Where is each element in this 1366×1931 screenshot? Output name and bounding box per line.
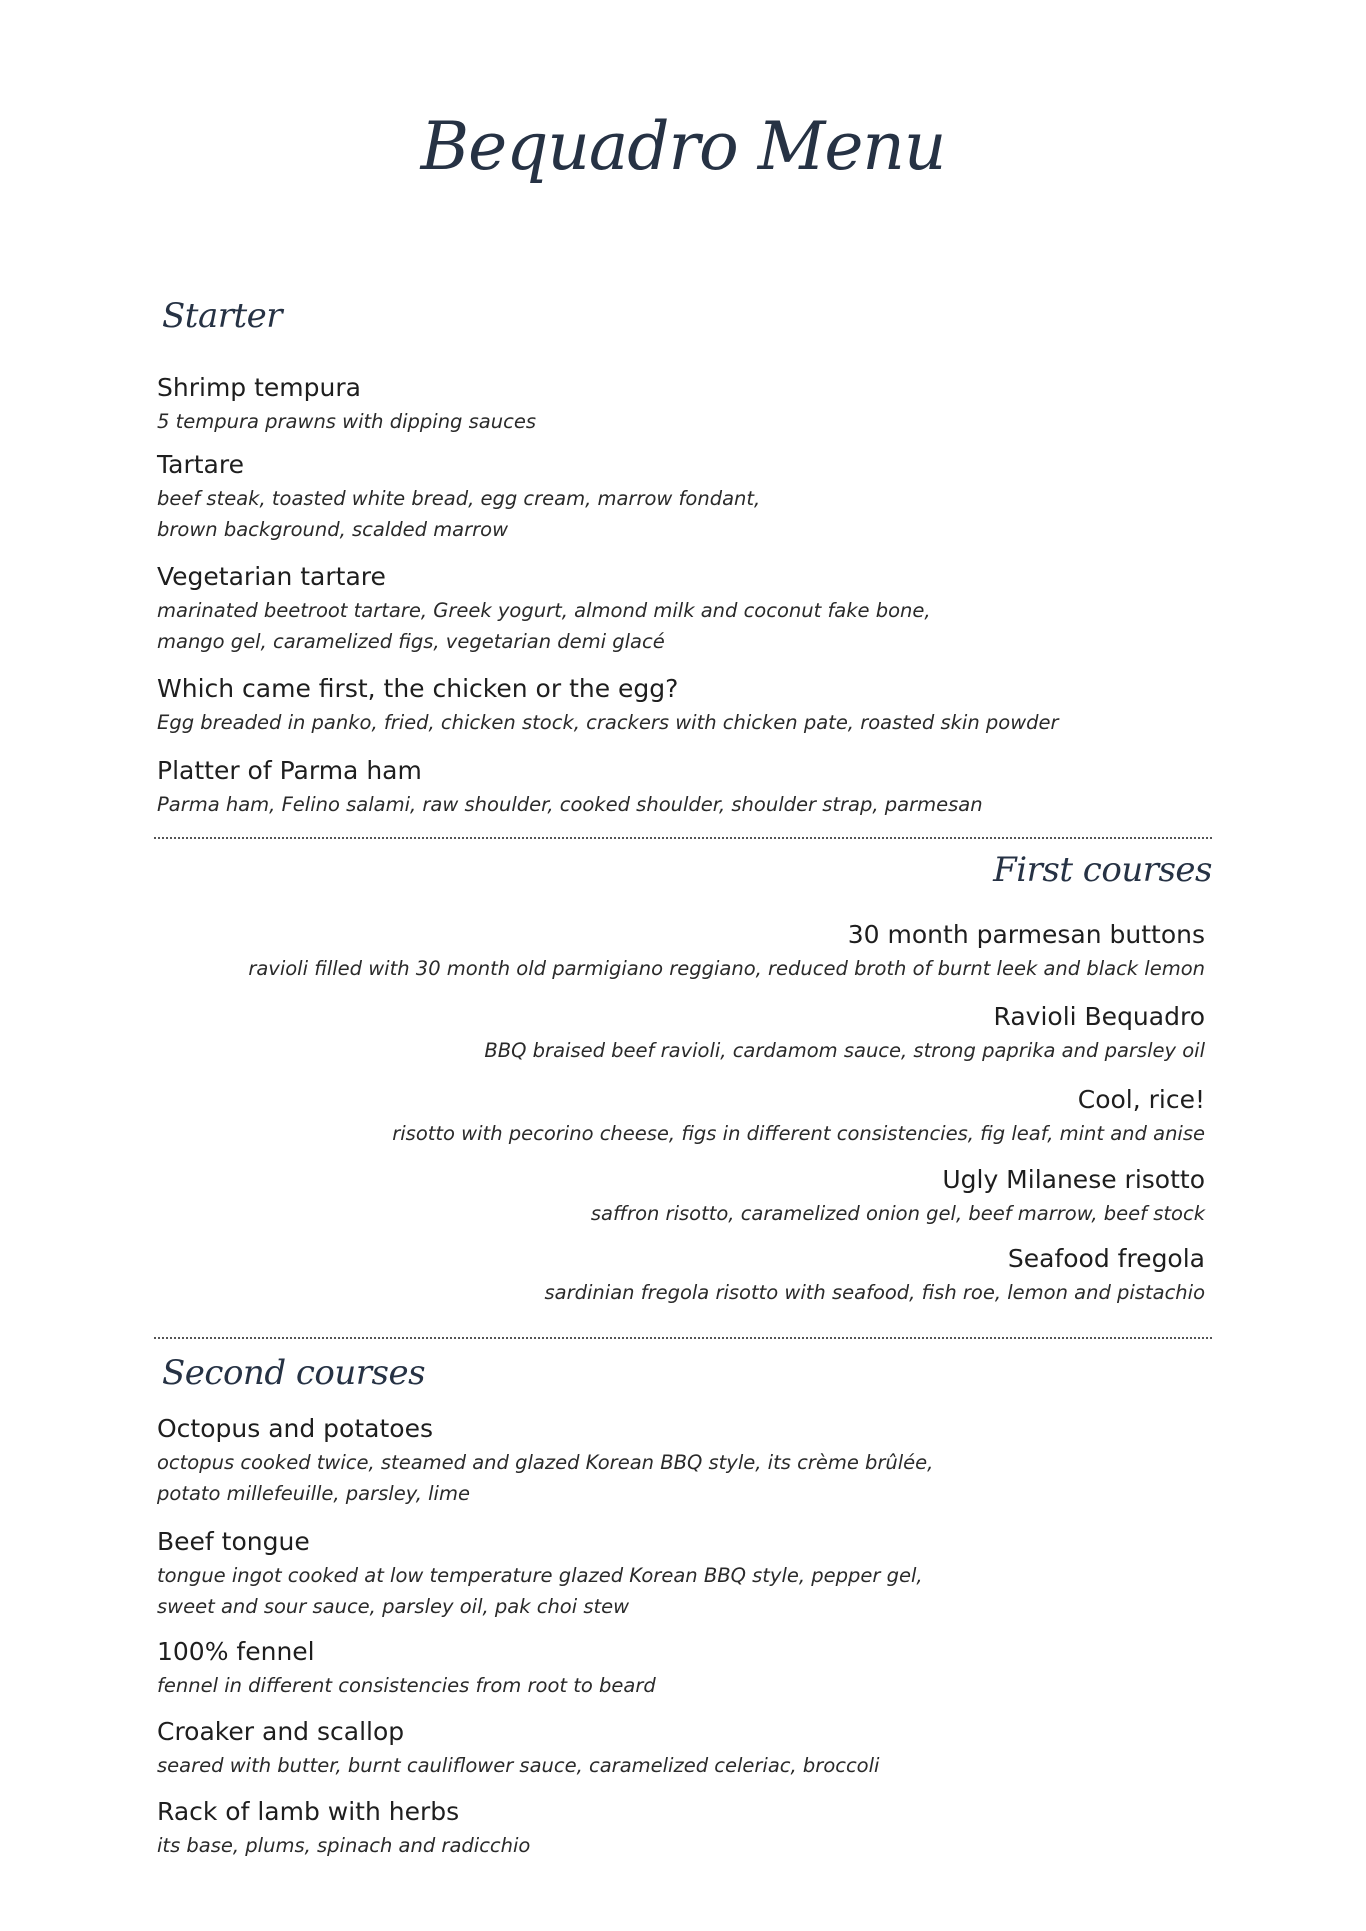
menu-item — [154, 1241, 1205, 1308]
menu-item-description: marinated beetroot tartare, Greek yogurt, almond milk and coconut fake bone, mango gel, caramelized figs, vegetarian demi glacé — [157, 599, 931, 653]
menu-item — [157, 559, 1215, 657]
menu-item-name: Cool, rice! — [1077, 1085, 1205, 1114]
menu-item — [157, 447, 1215, 545]
menu-item-description: tongue ingot cooked at low temperature glazed Korean BBQ style, pepper gel, sweet and sour sauce, parsley oil, pak choi stew — [157, 1564, 923, 1618]
menu-item-name: 100% fennel — [157, 1637, 315, 1666]
menu-item-description: seared with butter, burnt cauliflower sauce, caramelized celeriac, broccoli — [157, 1754, 880, 1777]
menu-item-description: octopus cooked twice, steamed and glazed Korean BBQ style, its crème brûlée, potato millefeuille, parsley, lime — [157, 1451, 934, 1505]
menu-item — [154, 999, 1205, 1066]
menu-item-description: sardinian fregola risotto with seafood, fish roe, lemon and pistachio — [544, 1281, 1205, 1304]
menu-item-name: Croaker and scallop — [157, 1717, 405, 1746]
menu-item — [157, 1634, 1215, 1701]
menu-item-name: Vegetarian tartare — [157, 562, 386, 591]
section-heading-second-courses: Second courses — [162, 1353, 426, 1393]
menu-item-name: Ravioli Bequadro — [993, 1002, 1205, 1031]
menu-item-name: Which came first, the chicken or the egg? — [157, 674, 679, 703]
menu-item — [154, 917, 1205, 984]
menu-title: Bequadro Menu — [420, 108, 946, 185]
menu-item — [157, 1411, 1215, 1509]
section-heading-starter: Starter — [162, 296, 283, 336]
menu-item — [154, 1162, 1205, 1229]
menu-item-name: Ugly Milanese risotto — [942, 1165, 1205, 1194]
menu-item-description: fennel in different consistencies from root to beard — [157, 1674, 656, 1697]
section-divider — [154, 1337, 1212, 1339]
menu-item-description: its base, plums, spinach and radicchio — [157, 1834, 531, 1857]
menu-item-description: Parma ham, Felino salami, raw shoulder, cooked shoulder, shoulder strap, parmesan — [157, 793, 983, 816]
menu-item — [157, 1714, 1215, 1781]
menu-item-name: Platter of Parma ham — [157, 756, 422, 785]
menu-item-description: 5 tempura prawns with dipping sauces — [157, 410, 536, 433]
menu-item — [157, 753, 1215, 820]
menu-item-description: beef steak, toasted white bread, egg cream, marrow fondant, brown background, scalded marrow — [157, 487, 761, 541]
menu-item-name: Seafood fregola — [1007, 1244, 1205, 1273]
menu-item-description: BBQ braised beef ravioli, cardamom sauce, strong paprika and parsley oil — [484, 1039, 1205, 1062]
menu-item-name: Beef tongue — [157, 1527, 310, 1556]
menu-item-description: saffron risotto, caramelized onion gel, beef marrow, beef stock — [590, 1202, 1205, 1225]
menu-item-name: Rack of lamb with herbs — [157, 1797, 460, 1826]
menu-item-name: Shrimp tempura — [157, 373, 361, 402]
section-heading-first-courses: First courses — [993, 850, 1212, 890]
menu-item-name: Tartare — [157, 450, 244, 479]
menu-item — [154, 1082, 1205, 1149]
menu-item-name: 30 month parmesan buttons — [847, 920, 1205, 949]
menu-item — [157, 1794, 1215, 1861]
menu-item-name: Octopus and potatoes — [157, 1414, 433, 1443]
menu-item — [157, 1524, 1215, 1622]
section-divider — [154, 837, 1212, 839]
menu-item — [157, 671, 1215, 738]
menu-item-description: Egg breaded in panko, fried, chicken stock, crackers with chicken pate, roasted skin powder — [157, 711, 1059, 734]
menu-item — [157, 370, 1215, 437]
menu-item-description: ravioli filled with 30 month old parmigiano reggiano, reduced broth of burnt leek and black lemon — [248, 957, 1205, 980]
menu-item-description: risotto with pecorino cheese, figs in different consistencies, fig leaf, mint and anise — [392, 1122, 1205, 1145]
